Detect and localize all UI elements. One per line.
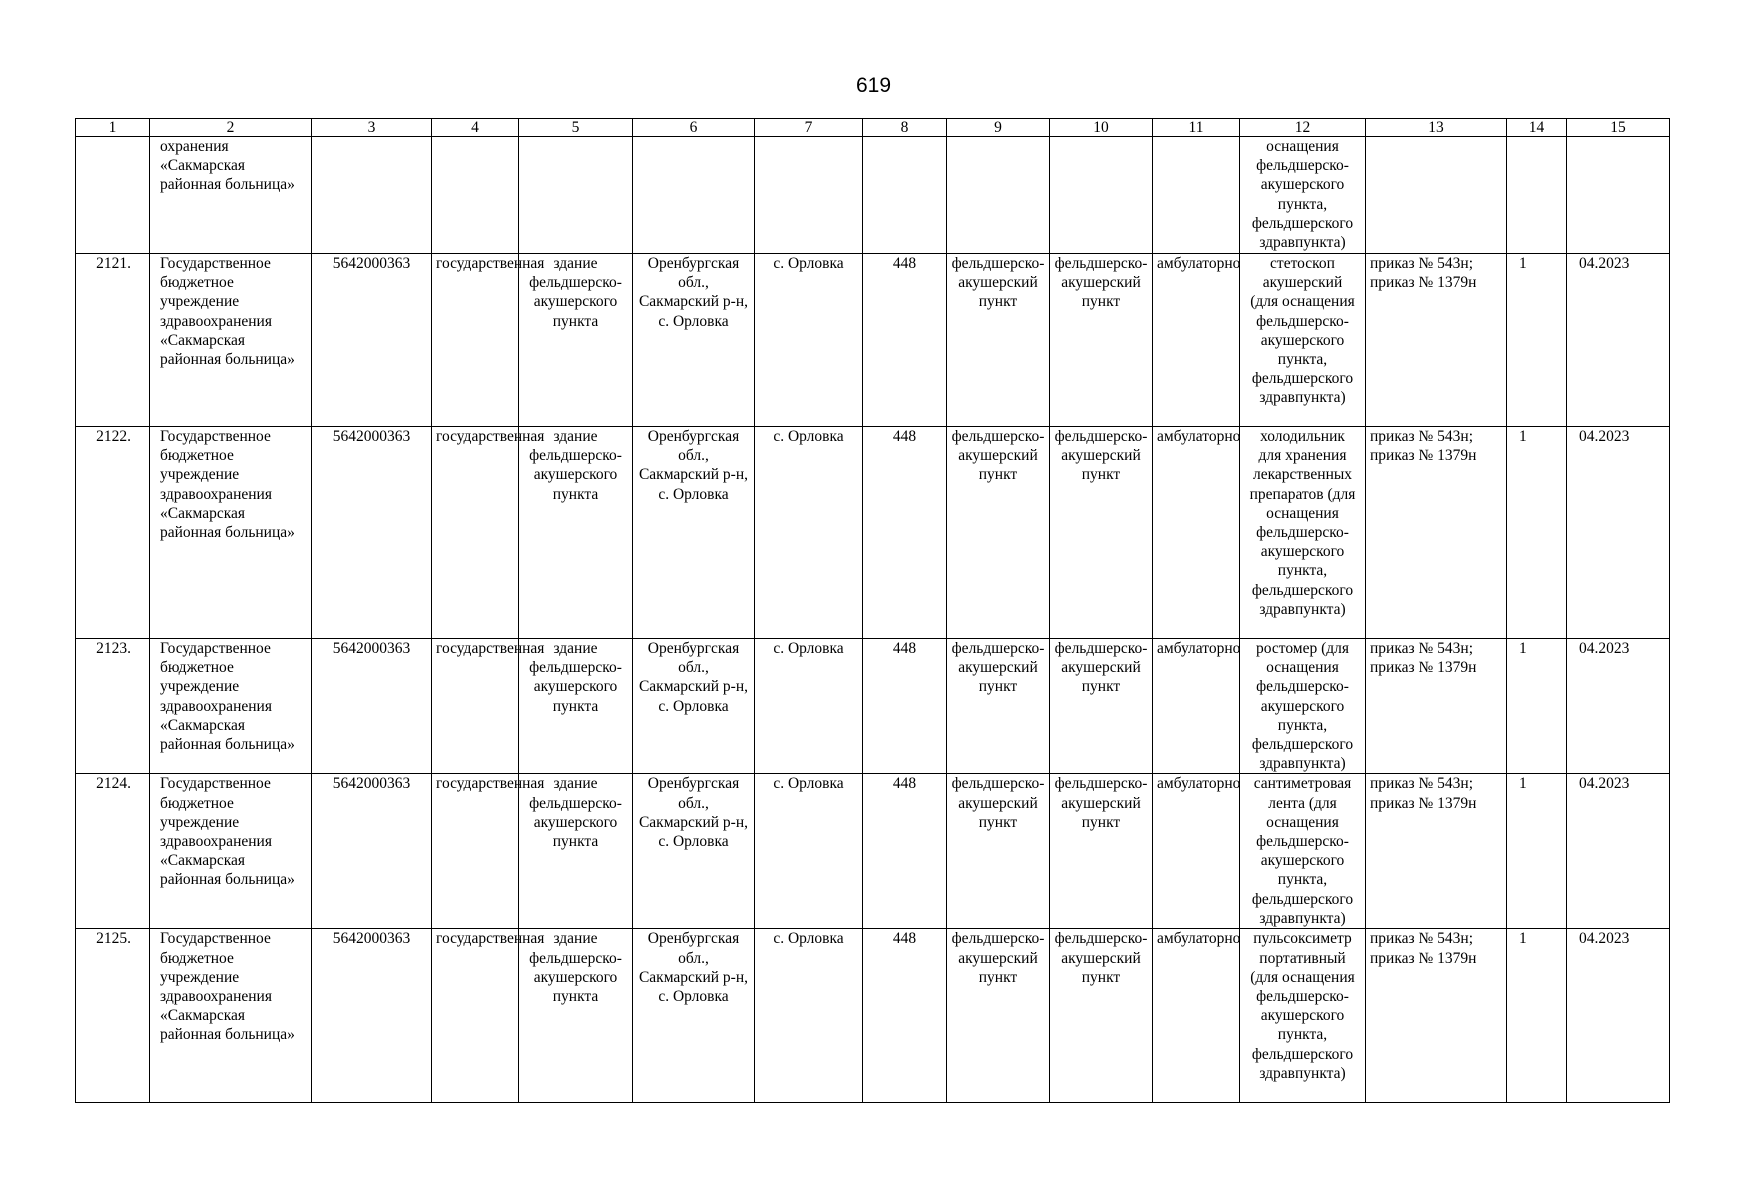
column-header: 11 (1153, 119, 1240, 137)
cell-order: приказ № 543н; приказ № 1379н (1366, 254, 1507, 427)
cell-care-form: амбулаторно (1153, 929, 1240, 1103)
cell-locality: с. Орловка (755, 427, 863, 639)
cell-num: 2123. (76, 639, 150, 774)
cell-date: 04.2023 (1567, 929, 1670, 1103)
table-row (76, 639, 1670, 774)
cell-type: фельдшерско-акушерский пункт (947, 254, 1050, 427)
cell-population: 448 (863, 929, 947, 1103)
cell-quantity: 1 (1507, 929, 1567, 1103)
cell-type: фельдшерско-акушерский пункт (947, 774, 1050, 929)
table-row (76, 929, 1670, 1103)
column-header: 10 (1050, 119, 1153, 137)
cell-address: Оренбургская обл., Сакмарский р-н, с. Орловка (633, 774, 755, 929)
cell-building: здание фельдшерско-акушерского пункта (519, 929, 633, 1103)
cell-equipment: оснащения фельдшерско-акушерского пункта, фельдшерского здравпункта) (1240, 137, 1366, 254)
cell-inn: 5642000363 (312, 774, 432, 929)
cell-quantity: 1 (1507, 254, 1567, 427)
cell-population: 448 (863, 774, 947, 929)
table-row (76, 254, 1670, 427)
cell-building: здание фельдшерско-акушерского пункта (519, 774, 633, 929)
cell-ownership: государственная (432, 427, 519, 639)
cell-care-form: амбулаторно (1153, 639, 1240, 774)
cell-quantity: 1 (1507, 427, 1567, 639)
cell-subdivision: фельдшерско-акушерский пункт (1050, 774, 1153, 929)
cell-inn: 5642000363 (312, 639, 432, 774)
cell-ownership: государственная (432, 929, 519, 1103)
cell-subdivision: фельдшерско-акушерский пункт (1050, 929, 1153, 1103)
column-header: 14 (1507, 119, 1567, 137)
cell-address: Оренбургская обл., Сакмарский р-н, с. Орловка (633, 639, 755, 774)
cell-building: здание фельдшерско-акушерского пункта (519, 639, 633, 774)
cell-address: Оренбургская обл., Сакмарский р-н, с. Орловка (633, 427, 755, 639)
cell-num: 2121. (76, 254, 150, 427)
column-header: 6 (633, 119, 755, 137)
cell-subdivision: фельдшерско-акушерский пункт (1050, 254, 1153, 427)
cell-order: приказ № 543н; приказ № 1379н (1366, 639, 1507, 774)
cell-date: 04.2023 (1567, 639, 1670, 774)
cell-organization: Государственное бюджетное учреждение здравоохранения «Сакмарская районная больница» (150, 774, 312, 929)
column-header: 9 (947, 119, 1050, 137)
cell-population: 448 (863, 427, 947, 639)
cell-locality: с. Орловка (755, 774, 863, 929)
cell-type: фельдшерско-акушерский пункт (947, 929, 1050, 1103)
cell-building: здание фельдшерско-акушерского пункта (519, 254, 633, 427)
cell-type: фельдшерско-акушерский пункт (947, 639, 1050, 774)
cell-num: 2124. (76, 774, 150, 929)
cell-population: 448 (863, 254, 947, 427)
cell-locality: с. Орловка (755, 929, 863, 1103)
cell-equipment: сантиметровая лента (для оснащения фельдшерско-акушерского пункта, фельдшерского здравпункта) (1240, 774, 1366, 929)
cell-type: фельдшерско-акушерский пункт (947, 427, 1050, 639)
cell-subdivision: фельдшерско-акушерский пункт (1050, 639, 1153, 774)
cell-equipment: холодильник для хранения лекарственных препаратов (для оснащения фельдшерско-акушерского пункта, фельдшерского здравпункта) (1240, 427, 1366, 639)
cell-care-form: амбулаторно (1153, 427, 1240, 639)
cell-ownership: государственная (432, 254, 519, 427)
cell-ownership: государственная (432, 639, 519, 774)
cell-subdivision: фельдшерско-акушерский пункт (1050, 427, 1153, 639)
cell-care-form: амбулаторно (1153, 774, 1240, 929)
cell-locality: с. Орловка (755, 639, 863, 774)
cell-organization: Государственное бюджетное учреждение здравоохранения «Сакмарская районная больница» (150, 254, 312, 427)
cell-quantity: 1 (1507, 639, 1567, 774)
cell-inn: 5642000363 (312, 427, 432, 639)
cell-date: 04.2023 (1567, 254, 1670, 427)
cell-organization: охранения «Сакмарская районная больница» (150, 137, 312, 254)
column-header: 13 (1366, 119, 1507, 137)
cell-order: приказ № 543н; приказ № 1379н (1366, 929, 1507, 1103)
cell-inn: 5642000363 (312, 929, 432, 1103)
cell-equipment: пульсоксиметр портативный (для оснащения фельдшерско-акушерского пункта, фельдшерского здравпункта) (1240, 929, 1366, 1103)
cell-address: Оренбургская обл., Сакмарский р-н, с. Орловка (633, 929, 755, 1103)
cell-date: 04.2023 (1567, 774, 1670, 929)
column-header: 2 (150, 119, 312, 137)
cell-address: Оренбургская обл., Сакмарский р-н, с. Орловка (633, 254, 755, 427)
column-header: 7 (755, 119, 863, 137)
cell-num (76, 137, 150, 254)
cell-equipment: стетоскоп акушерский (для оснащения фельдшерско-акушерского пункта, фельдшерского здравпункта) (1240, 254, 1366, 427)
cell-building: здание фельдшерско-акушерского пункта (519, 427, 633, 639)
cell-population: 448 (863, 639, 947, 774)
cell-quantity: 1 (1507, 774, 1567, 929)
column-header: 1 (76, 119, 150, 137)
column-header: 5 (519, 119, 633, 137)
column-header: 8 (863, 119, 947, 137)
column-header: 15 (1567, 119, 1670, 137)
cell-care-form: амбулаторно (1153, 254, 1240, 427)
cell-organization: Государственное бюджетное учреждение здравоохранения «Сакмарская районная больница» (150, 929, 312, 1103)
cell-num: 2125. (76, 929, 150, 1103)
column-header: 4 (432, 119, 519, 137)
cell-locality: с. Орловка (755, 254, 863, 427)
cell-order: приказ № 543н; приказ № 1379н (1366, 427, 1507, 639)
header-row (76, 119, 1670, 137)
table-row (76, 427, 1670, 639)
table-row (76, 774, 1670, 929)
cell-num: 2122. (76, 427, 150, 639)
column-header: 3 (312, 119, 432, 137)
cell-organization: Государственное бюджетное учреждение здравоохранения «Сакмарская районная больница» (150, 427, 312, 639)
continuation-row (76, 137, 1670, 254)
column-header: 12 (1240, 119, 1366, 137)
cell-date: 04.2023 (1567, 427, 1670, 639)
cell-organization: Государственное бюджетное учреждение здравоохранения «Сакмарская районная больница» (150, 639, 312, 774)
cell-ownership: государственная (432, 774, 519, 929)
cell-equipment: ростомер (для оснащения фельдшерско-акушерского пункта, фельдшерского здравпункта) (1240, 639, 1366, 774)
cell-order: приказ № 543н; приказ № 1379н (1366, 774, 1507, 929)
equipment-table (75, 118, 1670, 1103)
page-number: 619 (855, 74, 892, 97)
cell-inn: 5642000363 (312, 254, 432, 427)
